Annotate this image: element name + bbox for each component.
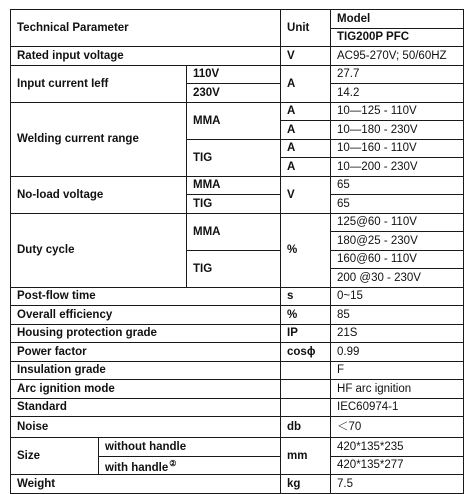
row-power-factor [11, 343, 464, 362]
power-factor-unit: cosϕ [281, 343, 331, 362]
housing-value: 21S [331, 324, 464, 343]
row-duty-1 [11, 213, 464, 232]
input-current-sub-230v: 230V [187, 84, 281, 103]
row-post-flow [11, 287, 464, 306]
duty-value-2: 180@25 - 230V [331, 232, 464, 251]
size-sub-with-handle [99, 456, 281, 475]
rated-input-unit: V [281, 47, 331, 66]
header-model-value: TIG200P PFC [331, 28, 464, 47]
duty-value-4: 200 @30 - 230V [331, 269, 464, 288]
efficiency-label: Overall efficiency [11, 306, 281, 325]
welding-current-label: Welding current range [11, 102, 187, 176]
row-welding-current-1 [11, 102, 464, 121]
noise-label: Noise [11, 417, 281, 438]
row-efficiency [11, 306, 464, 325]
spec-sheet [10, 9, 463, 494]
input-current-label: Input current Ieff [11, 65, 187, 102]
arc-label: Arc ignition mode [11, 380, 281, 399]
welding-current-unit-3: A [281, 139, 331, 158]
row-arc [11, 380, 464, 399]
weight-unit: kg [281, 475, 331, 494]
row-rated-input [11, 47, 464, 66]
no-load-tig: TIG [187, 195, 281, 214]
header-model-label: Model [331, 10, 464, 29]
row-weight [11, 475, 464, 494]
rated-input-value: AC95-270V; 50/60HZ [331, 47, 464, 66]
technical-parameter-table [10, 9, 464, 494]
welding-current-tig: TIG [187, 139, 281, 176]
header-row [11, 10, 464, 29]
noise-unit: db [281, 417, 331, 438]
standard-value: IEC60974-1 [331, 398, 464, 417]
no-load-value-tig: 65 [331, 195, 464, 214]
weight-label: Weight [11, 475, 281, 494]
row-noise [11, 417, 464, 438]
duty-label: Duty cycle [11, 213, 187, 287]
welding-current-unit-1: A [281, 102, 331, 121]
duty-value-1: 125@60 - 110V [331, 213, 464, 232]
no-load-unit: V [281, 176, 331, 213]
size-unit: mm [281, 438, 331, 475]
power-factor-label: Power factor [11, 343, 281, 362]
rated-input-label: Rated input voltage [11, 47, 281, 66]
noise-value: ＜70 [331, 417, 464, 438]
row-standard [11, 398, 464, 417]
welding-current-value-3: 10—160 - 110V [331, 139, 464, 158]
input-current-value-110v: 27.7 [331, 65, 464, 84]
standard-unit [281, 398, 331, 417]
row-housing [11, 324, 464, 343]
insulation-value: F [331, 361, 464, 380]
efficiency-value: 85 [331, 306, 464, 325]
no-load-mma: MMA [187, 176, 281, 195]
size-label: Size [11, 438, 99, 475]
post-flow-unit: s [281, 287, 331, 306]
welding-current-value-2: 10—180 - 230V [331, 121, 464, 140]
arc-value: HF arc ignition [331, 380, 464, 399]
welding-current-value-4: 10—200 - 230V [331, 158, 464, 177]
input-current-sub-110v: 110V [187, 65, 281, 84]
duty-unit: % [281, 213, 331, 287]
power-factor-value: 0.99 [331, 343, 464, 362]
no-load-label: No-load voltage [11, 176, 187, 213]
header-parameter: Technical Parameter [11, 10, 281, 47]
weight-value: 7.5 [331, 475, 464, 494]
duty-tig: TIG [187, 250, 281, 287]
efficiency-unit: % [281, 306, 331, 325]
input-current-value-230v: 14.2 [331, 84, 464, 103]
size-value-with-handle: 420*135*277 [331, 456, 464, 475]
housing-unit: IP [281, 324, 331, 343]
duty-mma: MMA [187, 213, 281, 250]
size-sub-with-handle-text: with handle [105, 461, 169, 474]
standard-label: Standard [11, 398, 281, 417]
no-load-value-mma: 65 [331, 176, 464, 195]
welding-current-unit-4: A [281, 158, 331, 177]
row-insulation [11, 361, 464, 380]
row-input-current-1 [11, 65, 464, 84]
duty-value-3: 160@60 - 110V [331, 250, 464, 269]
row-no-load-1 [11, 176, 464, 195]
input-current-unit: A [281, 65, 331, 102]
post-flow-label: Post-flow time [11, 287, 281, 306]
post-flow-value: 0~15 [331, 287, 464, 306]
row-size-1 [11, 438, 464, 457]
footnote-mark: ② [169, 458, 177, 468]
arc-unit [281, 380, 331, 399]
insulation-unit [281, 361, 331, 380]
insulation-label: Insulation grade [11, 361, 281, 380]
size-sub-without-handle: without handle [99, 438, 281, 457]
housing-label: Housing protection grade [11, 324, 281, 343]
welding-current-value-1: 10—125 - 110V [331, 102, 464, 121]
welding-current-unit-2: A [281, 121, 331, 140]
welding-current-mma: MMA [187, 102, 281, 139]
header-unit: Unit [281, 10, 331, 47]
size-value-without-handle: 420*135*235 [331, 438, 464, 457]
